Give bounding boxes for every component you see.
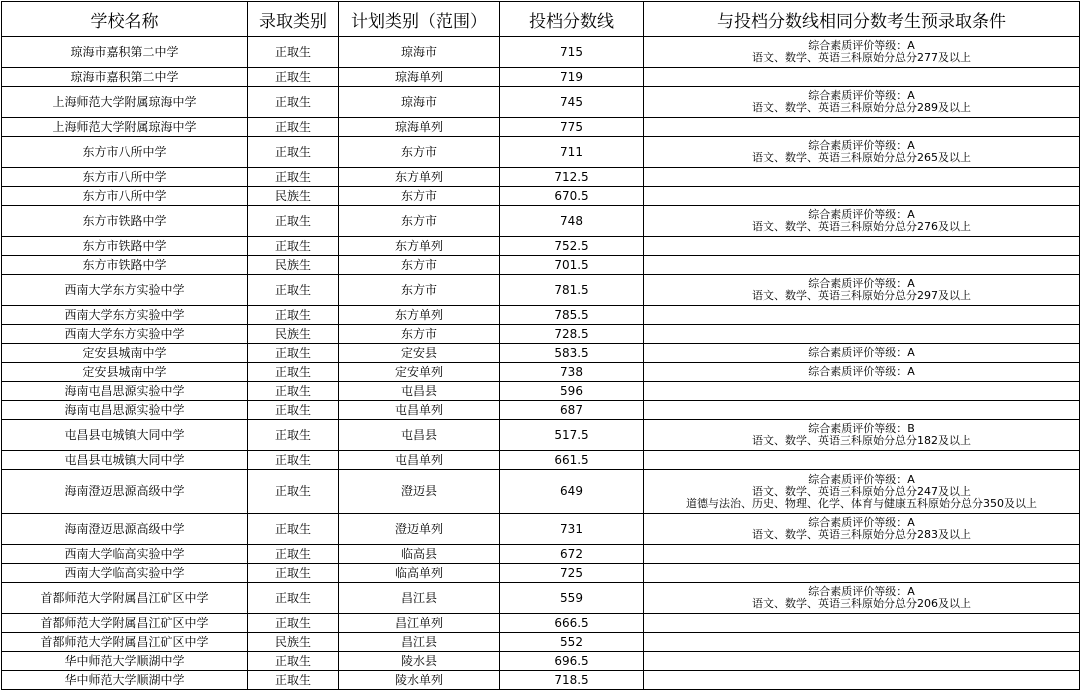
school-cell: 琼海市嘉积第二中学 (2, 68, 248, 87)
school-cell: 东方市八所中学 (2, 168, 248, 187)
school-cell: 上海师范大学附属琼海中学 (2, 87, 248, 118)
condition-line: 语文、数学、英语三科原始分总分247及以上 (752, 484, 971, 498)
plan-cell: 临高单列 (339, 564, 500, 583)
conditions-cell (644, 420, 1080, 451)
category-cell: 正取生 (248, 363, 339, 382)
school-cell: 定安县城南中学 (2, 344, 248, 363)
school-cell: 西南大学临高实验中学 (2, 564, 248, 583)
plan-cell: 昌江县 (339, 583, 500, 614)
school-cell: 定安县城南中学 (2, 363, 248, 382)
plan-cell: 东方市 (339, 256, 500, 275)
score-cell: 583.5 (500, 344, 644, 363)
header-tie-conditions: 与投档分数线相同分数考生预录取条件 (644, 2, 1080, 37)
category-cell: 正取生 (248, 206, 339, 237)
category-cell: 正取生 (248, 614, 339, 633)
conditions-cell (644, 37, 1080, 68)
school-cell: 屯昌县屯城镇大同中学 (2, 420, 248, 451)
category-cell: 民族生 (248, 187, 339, 206)
condition-line: 综合素质评价等级：A (808, 346, 915, 359)
conditions-cell (644, 401, 1080, 420)
table-row (2, 256, 1080, 275)
table-row (2, 37, 1080, 68)
school-cell: 东方市八所中学 (2, 187, 248, 206)
table-row (2, 401, 1080, 420)
table-row (2, 325, 1080, 344)
plan-cell: 定安县 (339, 344, 500, 363)
conditions-cell (644, 87, 1080, 118)
condition-line: 语文、数学、英语三科原始分总分277及以上 (752, 51, 971, 64)
category-cell: 正取生 (248, 583, 339, 614)
table-row (2, 514, 1080, 545)
plan-cell: 屯昌单列 (339, 451, 500, 470)
condition-line: 语文、数学、英语三科原始分总分206及以上 (752, 597, 971, 610)
table-row (2, 363, 1080, 382)
plan-cell: 东方单列 (339, 237, 500, 256)
conditions-cell (644, 118, 1080, 137)
plan-cell: 东方单列 (339, 306, 500, 325)
score-cell: 596 (500, 382, 644, 401)
table-row (2, 671, 1080, 690)
table-row (2, 275, 1080, 306)
condition-line: 语文、数学、英语三科原始分总分297及以上 (752, 289, 971, 302)
category-cell: 正取生 (248, 137, 339, 168)
school-cell: 华中师范大学顺湖中学 (2, 652, 248, 671)
table-row (2, 545, 1080, 564)
score-cell: 687 (500, 401, 644, 420)
plan-cell: 琼海市 (339, 37, 500, 68)
admission-score-table (1, 1, 1080, 690)
conditions-cell (644, 237, 1080, 256)
conditions-cell (644, 614, 1080, 633)
conditions-cell (644, 363, 1080, 382)
plan-cell: 陵水单列 (339, 671, 500, 690)
table-row (2, 168, 1080, 187)
school-cell: 琼海市嘉积第二中学 (2, 37, 248, 68)
condition-line: 综合素质评价等级：A (808, 516, 915, 529)
category-cell: 正取生 (248, 420, 339, 451)
conditions-cell (644, 564, 1080, 583)
conditions-cell (644, 671, 1080, 690)
category-cell: 民族生 (248, 633, 339, 652)
header-school-name: 学校名称 (2, 2, 248, 37)
score-cell: 711 (500, 137, 644, 168)
score-cell: 748 (500, 206, 644, 237)
plan-cell: 屯昌县 (339, 382, 500, 401)
plan-cell: 屯昌县 (339, 420, 500, 451)
score-cell: 517.5 (500, 420, 644, 451)
category-cell: 民族生 (248, 256, 339, 275)
category-cell: 民族生 (248, 325, 339, 344)
school-cell: 首都师范大学附属昌江矿区中学 (2, 614, 248, 633)
conditions-cell (644, 206, 1080, 237)
school-cell: 海南澄迈思源高级中学 (2, 470, 248, 514)
table-row (2, 237, 1080, 256)
category-cell: 正取生 (248, 306, 339, 325)
table-row (2, 451, 1080, 470)
score-cell: 715 (500, 37, 644, 68)
condition-line: 综合素质评价等级：A (808, 139, 915, 152)
plan-cell: 澄迈县 (339, 470, 500, 514)
school-cell: 海南澄迈思源高级中学 (2, 514, 248, 545)
score-cell: 719 (500, 68, 644, 87)
table-row (2, 564, 1080, 583)
table-row (2, 137, 1080, 168)
school-cell: 首都师范大学附属昌江矿区中学 (2, 583, 248, 614)
plan-cell: 昌江单列 (339, 614, 500, 633)
conditions-cell (644, 68, 1080, 87)
conditions-cell (644, 652, 1080, 671)
table-row (2, 68, 1080, 87)
score-cell: 738 (500, 363, 644, 382)
conditions-cell (644, 583, 1080, 614)
school-cell: 西南大学东方实验中学 (2, 325, 248, 344)
condition-line: 综合素质评价等级：A (808, 39, 915, 52)
conditions-cell (644, 344, 1080, 363)
conditions-cell (644, 470, 1080, 514)
school-cell: 上海师范大学附属琼海中学 (2, 118, 248, 137)
score-cell: 552 (500, 633, 644, 652)
score-cell: 649 (500, 470, 644, 514)
category-cell: 正取生 (248, 344, 339, 363)
header-cutoff-score: 投档分数线 (500, 2, 644, 37)
score-cell: 725 (500, 564, 644, 583)
table-row (2, 652, 1080, 671)
plan-cell: 琼海单列 (339, 118, 500, 137)
condition-line: 综合素质评价等级：B (808, 422, 915, 435)
category-cell: 正取生 (248, 237, 339, 256)
score-cell: 728.5 (500, 325, 644, 344)
score-cell: 670.5 (500, 187, 644, 206)
table-row (2, 206, 1080, 237)
plan-cell: 定安单列 (339, 363, 500, 382)
category-cell: 正取生 (248, 168, 339, 187)
conditions-cell (644, 137, 1080, 168)
score-cell: 661.5 (500, 451, 644, 470)
score-cell: 666.5 (500, 614, 644, 633)
category-cell: 正取生 (248, 87, 339, 118)
plan-cell: 东方市 (339, 137, 500, 168)
conditions-cell (644, 275, 1080, 306)
condition-line: 综合素质评价等级：A (808, 585, 915, 598)
school-cell: 西南大学东方实验中学 (2, 275, 248, 306)
score-cell: 559 (500, 583, 644, 614)
table-row (2, 344, 1080, 363)
category-cell: 正取生 (248, 652, 339, 671)
plan-cell: 陵水县 (339, 652, 500, 671)
school-cell: 东方市铁路中学 (2, 206, 248, 237)
school-cell: 首都师范大学附属昌江矿区中学 (2, 633, 248, 652)
category-cell: 正取生 (248, 401, 339, 420)
table-row (2, 187, 1080, 206)
plan-cell: 东方市 (339, 325, 500, 344)
score-cell: 752.5 (500, 237, 644, 256)
conditions-cell (644, 633, 1080, 652)
category-cell: 正取生 (248, 514, 339, 545)
school-cell: 西南大学东方实验中学 (2, 306, 248, 325)
score-cell: 712.5 (500, 168, 644, 187)
plan-cell: 昌江县 (339, 633, 500, 652)
plan-cell: 东方单列 (339, 168, 500, 187)
condition-line: 综合素质评价等级：A (808, 277, 915, 290)
category-cell: 正取生 (248, 68, 339, 87)
score-cell: 745 (500, 87, 644, 118)
plan-cell: 澄迈单列 (339, 514, 500, 545)
conditions-cell (644, 451, 1080, 470)
conditions-cell (644, 545, 1080, 564)
score-cell: 718.5 (500, 671, 644, 690)
score-cell: 672 (500, 545, 644, 564)
school-cell: 东方市铁路中学 (2, 237, 248, 256)
school-cell: 海南屯昌思源实验中学 (2, 382, 248, 401)
condition-line: 语文、数学、英语三科原始分总分283及以上 (752, 528, 971, 541)
condition-line: 综合素质评价等级：A (808, 365, 915, 378)
school-cell: 西南大学临高实验中学 (2, 545, 248, 564)
conditions-cell (644, 187, 1080, 206)
plan-cell: 屯昌单列 (339, 401, 500, 420)
category-cell: 正取生 (248, 382, 339, 401)
conditions-cell (644, 514, 1080, 545)
conditions-cell (644, 382, 1080, 401)
header-plan-category: 计划类别（范围） (339, 2, 500, 37)
table-row (2, 306, 1080, 325)
score-cell: 701.5 (500, 256, 644, 275)
table-row (2, 420, 1080, 451)
school-cell: 海南屯昌思源实验中学 (2, 401, 248, 420)
score-cell: 731 (500, 514, 644, 545)
category-cell: 正取生 (248, 275, 339, 306)
category-cell: 正取生 (248, 451, 339, 470)
condition-line: 语文、数学、英语三科原始分总分289及以上 (752, 101, 971, 114)
score-cell: 696.5 (500, 652, 644, 671)
plan-cell: 临高县 (339, 545, 500, 564)
school-cell: 华中师范大学顺湖中学 (2, 671, 248, 690)
table-row (2, 614, 1080, 633)
table-row (2, 118, 1080, 137)
school-cell: 东方市八所中学 (2, 137, 248, 168)
table-row (2, 87, 1080, 118)
school-cell: 屯昌县屯城镇大同中学 (2, 451, 248, 470)
table-row (2, 633, 1080, 652)
category-cell: 正取生 (248, 671, 339, 690)
conditions-cell (644, 168, 1080, 187)
score-cell: 781.5 (500, 275, 644, 306)
school-cell: 东方市铁路中学 (2, 256, 248, 275)
category-cell: 正取生 (248, 564, 339, 583)
category-cell: 正取生 (248, 37, 339, 68)
plan-cell: 琼海单列 (339, 68, 500, 87)
plan-cell: 东方市 (339, 187, 500, 206)
plan-cell: 东方市 (339, 275, 500, 306)
category-cell: 正取生 (248, 470, 339, 514)
header-admission-category: 录取类别 (248, 2, 339, 37)
condition-line: 语文、数学、英语三科原始分总分182及以上 (752, 434, 971, 447)
condition-line: 综合素质评价等级：A (808, 472, 915, 486)
condition-line: 道德与法治、历史、物理、化学、体育与健康五科原始分总分350及以上 (686, 496, 1037, 510)
condition-line: 语文、数学、英语三科原始分总分265及以上 (752, 151, 971, 164)
conditions-cell (644, 325, 1080, 344)
table-row (2, 470, 1080, 514)
plan-cell: 琼海市 (339, 87, 500, 118)
category-cell: 正取生 (248, 545, 339, 564)
category-cell: 正取生 (248, 118, 339, 137)
conditions-cell (644, 256, 1080, 275)
condition-line: 语文、数学、英语三科原始分总分276及以上 (752, 220, 971, 233)
conditions-cell (644, 306, 1080, 325)
table-row (2, 583, 1080, 614)
table-row (2, 382, 1080, 401)
condition-line: 综合素质评价等级：A (808, 89, 915, 102)
table-header-row (2, 2, 1080, 37)
plan-cell: 东方市 (339, 206, 500, 237)
score-cell: 775 (500, 118, 644, 137)
table-body (2, 37, 1080, 690)
score-cell: 785.5 (500, 306, 644, 325)
condition-line: 综合素质评价等级：A (808, 208, 915, 221)
